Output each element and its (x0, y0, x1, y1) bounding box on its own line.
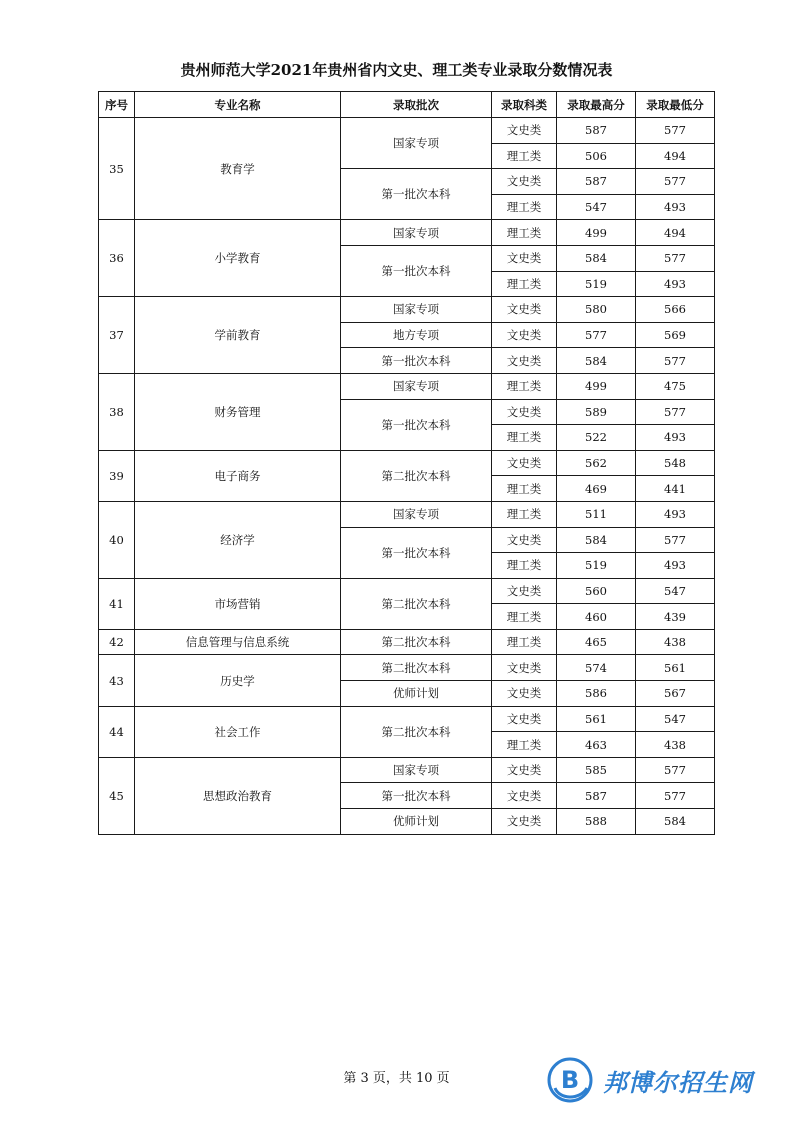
max-score: 577 (557, 322, 636, 348)
subject-category: 文史类 (492, 118, 557, 144)
max-score: 580 (557, 297, 636, 323)
min-score: 493 (636, 271, 715, 297)
subject-category: 文史类 (492, 297, 557, 323)
subject-category: 文史类 (492, 655, 557, 681)
max-score: 561 (557, 706, 636, 732)
row-number: 39 (99, 450, 135, 501)
major-name: 历史学 (135, 655, 341, 706)
header-major: 专业名称 (135, 92, 341, 118)
max-score: 511 (557, 501, 636, 527)
min-score: 493 (636, 501, 715, 527)
table-row (99, 655, 715, 681)
subject-category: 理工类 (492, 220, 557, 246)
min-score: 494 (636, 143, 715, 169)
admission-batch: 第一批次本科 (341, 245, 492, 296)
major-name: 小学教育 (135, 220, 341, 297)
subject-category: 文史类 (492, 322, 557, 348)
min-score: 561 (636, 655, 715, 681)
major-name: 市场营销 (135, 578, 341, 629)
min-score: 577 (636, 399, 715, 425)
min-score: 438 (636, 732, 715, 758)
max-score: 574 (557, 655, 636, 681)
subject-category: 文史类 (492, 399, 557, 425)
row-number: 44 (99, 706, 135, 757)
max-score: 562 (557, 450, 636, 476)
subject-category: 文史类 (492, 783, 557, 809)
min-score: 566 (636, 297, 715, 323)
admission-batch: 第一批次本科 (341, 169, 492, 220)
admission-batch: 第二批次本科 (341, 655, 492, 681)
subject-category: 理工类 (492, 629, 557, 655)
subject-category: 理工类 (492, 143, 557, 169)
subject-category: 文史类 (492, 578, 557, 604)
admission-batch: 国家专项 (341, 220, 492, 246)
row-number: 40 (99, 501, 135, 578)
major-name: 财务管理 (135, 373, 341, 450)
min-score: 584 (636, 809, 715, 835)
table-header (99, 92, 715, 118)
admission-batch: 第二批次本科 (341, 706, 492, 757)
major-name: 思想政治教育 (135, 757, 341, 834)
table-row (99, 297, 715, 323)
major-name: 电子商务 (135, 450, 341, 501)
major-name: 教育学 (135, 118, 341, 220)
max-score: 584 (557, 527, 636, 553)
min-score: 494 (636, 220, 715, 246)
min-score: 438 (636, 629, 715, 655)
min-score: 569 (636, 322, 715, 348)
header-batch: 录取批次 (341, 92, 492, 118)
max-score: 584 (557, 245, 636, 271)
max-score: 506 (557, 143, 636, 169)
major-name: 社会工作 (135, 706, 341, 757)
max-score: 587 (557, 118, 636, 144)
watermark-text: 邦博尔招生网 (603, 1068, 753, 1097)
table-row (99, 629, 715, 655)
admission-batch: 第二批次本科 (341, 578, 492, 629)
header-max-score: 录取最高分 (557, 92, 636, 118)
subject-category: 理工类 (492, 604, 557, 630)
min-score: 577 (636, 118, 715, 144)
table-row (99, 578, 715, 604)
max-score: 499 (557, 373, 636, 399)
max-score: 588 (557, 809, 636, 835)
min-score: 475 (636, 373, 715, 399)
row-number: 42 (99, 629, 135, 655)
admission-batch: 国家专项 (341, 373, 492, 399)
admission-batch: 地方专项 (341, 322, 492, 348)
subject-category: 文史类 (492, 706, 557, 732)
max-score: 469 (557, 476, 636, 502)
max-score: 585 (557, 757, 636, 783)
header-number: 序号 (99, 92, 135, 118)
row-number: 45 (99, 757, 135, 834)
subject-category: 文史类 (492, 245, 557, 271)
subject-category: 理工类 (492, 501, 557, 527)
header-row (99, 92, 715, 118)
max-score: 547 (557, 194, 636, 220)
admission-score-table (98, 91, 715, 835)
row-number: 35 (99, 118, 135, 220)
min-score: 577 (636, 757, 715, 783)
header-min-score: 录取最低分 (636, 92, 715, 118)
min-score: 547 (636, 578, 715, 604)
major-name: 信息管理与信息系统 (135, 629, 341, 655)
max-score: 460 (557, 604, 636, 630)
row-number: 38 (99, 373, 135, 450)
admission-batch: 第一批次本科 (341, 399, 492, 450)
subject-category: 理工类 (492, 194, 557, 220)
page-footer: 第 3 页，共 10 页 (343, 1071, 450, 1086)
header-category: 录取科类 (492, 92, 557, 118)
admission-batch: 国家专项 (341, 297, 492, 323)
subject-category: 文史类 (492, 809, 557, 835)
watermark (545, 1055, 753, 1105)
max-score: 584 (557, 348, 636, 374)
admission-batch: 第二批次本科 (341, 450, 492, 501)
max-score: 465 (557, 629, 636, 655)
max-score: 586 (557, 681, 636, 707)
major-name: 经济学 (135, 501, 341, 578)
max-score: 560 (557, 578, 636, 604)
min-score: 577 (636, 527, 715, 553)
min-score: 548 (636, 450, 715, 476)
table-row (99, 118, 715, 144)
subject-category: 理工类 (492, 373, 557, 399)
min-score: 567 (636, 681, 715, 707)
min-score: 577 (636, 169, 715, 195)
min-score: 577 (636, 783, 715, 809)
major-name: 学前教育 (135, 297, 341, 374)
watermark-logo-icon (545, 1055, 595, 1105)
watermark-logo-letter: B (560, 1066, 580, 1094)
max-score: 519 (557, 271, 636, 297)
max-score: 499 (557, 220, 636, 246)
table-row (99, 373, 715, 399)
table-row (99, 706, 715, 732)
admission-batch: 第二批次本科 (341, 629, 492, 655)
row-number: 43 (99, 655, 135, 706)
table-row (99, 501, 715, 527)
page-title: 贵州师范大学2021年贵州省内文史、理工类专业录取分数情况表 (180, 61, 613, 79)
min-score: 439 (636, 604, 715, 630)
admission-batch: 第一批次本科 (341, 783, 492, 809)
min-score: 441 (636, 476, 715, 502)
min-score: 493 (636, 553, 715, 579)
admission-batch: 优师计划 (341, 809, 492, 835)
max-score: 589 (557, 399, 636, 425)
subject-category: 文史类 (492, 450, 557, 476)
subject-category: 文史类 (492, 348, 557, 374)
admission-batch: 第一批次本科 (341, 348, 492, 374)
admission-batch: 优师计划 (341, 681, 492, 707)
row-number: 41 (99, 578, 135, 629)
table-row (99, 220, 715, 246)
max-score: 587 (557, 169, 636, 195)
admission-batch: 第一批次本科 (341, 527, 492, 578)
max-score: 522 (557, 425, 636, 451)
min-score: 493 (636, 194, 715, 220)
table-body (99, 118, 715, 835)
subject-category: 理工类 (492, 425, 557, 451)
max-score: 463 (557, 732, 636, 758)
admission-batch: 国家专项 (341, 118, 492, 169)
subject-category: 理工类 (492, 271, 557, 297)
table-row (99, 450, 715, 476)
admission-batch: 国家专项 (341, 757, 492, 783)
table-row (99, 757, 715, 783)
min-score: 577 (636, 245, 715, 271)
row-number: 36 (99, 220, 135, 297)
min-score: 577 (636, 348, 715, 374)
min-score: 547 (636, 706, 715, 732)
subject-category: 文史类 (492, 681, 557, 707)
subject-category: 文史类 (492, 527, 557, 553)
subject-category: 理工类 (492, 476, 557, 502)
subject-category: 文史类 (492, 757, 557, 783)
subject-category: 文史类 (492, 169, 557, 195)
min-score: 493 (636, 425, 715, 451)
max-score: 519 (557, 553, 636, 579)
admission-batch: 国家专项 (341, 501, 492, 527)
max-score: 587 (557, 783, 636, 809)
subject-category: 理工类 (492, 553, 557, 579)
row-number: 37 (99, 297, 135, 374)
subject-category: 理工类 (492, 732, 557, 758)
